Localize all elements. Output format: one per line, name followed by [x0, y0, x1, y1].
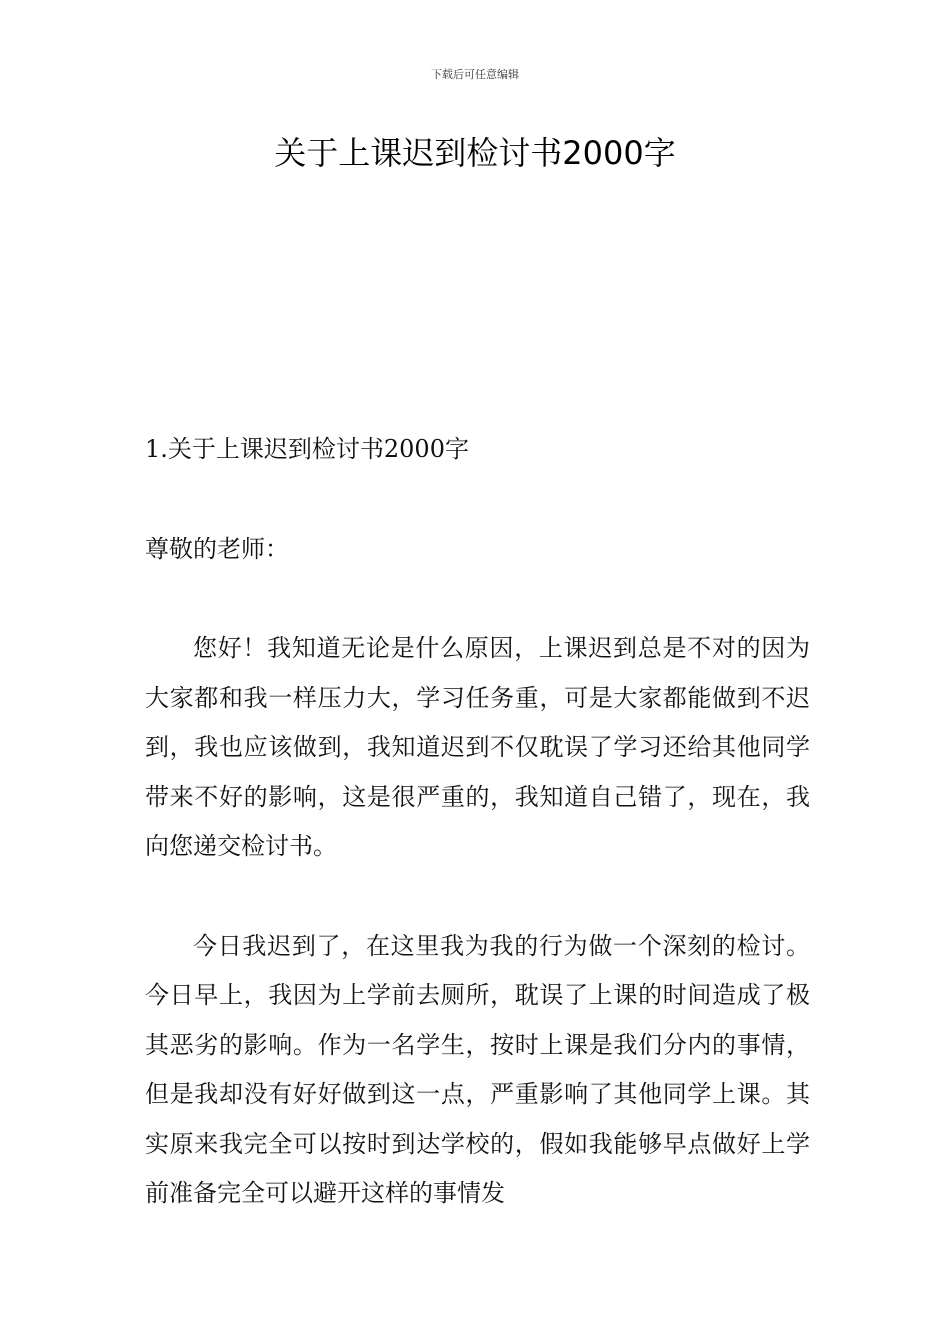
- document-title: 关于上课迟到检讨书2000字: [274, 134, 676, 172]
- header-note: 下载后可任意编辑: [431, 68, 519, 81]
- paragraph-1: 您好！我知道无论是什么原因，上课迟到总是不对的因为大家都和我一样压力大，学习任务重，可是大家都能做到不迟到，我也应该做到，我知道迟到不仅耽误了学习还给其他同学带来不好的影响，这是很严重的，我知道自己错了，现在，我向您递交检讨书。: [145, 634, 810, 860]
- salutation: 尊敬的老师：: [145, 534, 289, 563]
- paragraph-2: 今日我迟到了，在这里我为我的行为做一个深刻的检讨。今日早上，我因为上学前去厕所，耽误了上课的时间造成了极其恶劣的影响。作为一名学生，按时上课是我们分内的事情，但是我却没有好好做到这一点，严重影响了其他同学上课。其实原来我完全可以按时到达学校的，假如我能够早点做好上学前准备完全可以避开这样的事情发: [145, 931, 810, 1207]
- document-body: [145, 425, 810, 1269]
- section-heading: 1.关于上课迟到检讨书2000字: [145, 435, 469, 463]
